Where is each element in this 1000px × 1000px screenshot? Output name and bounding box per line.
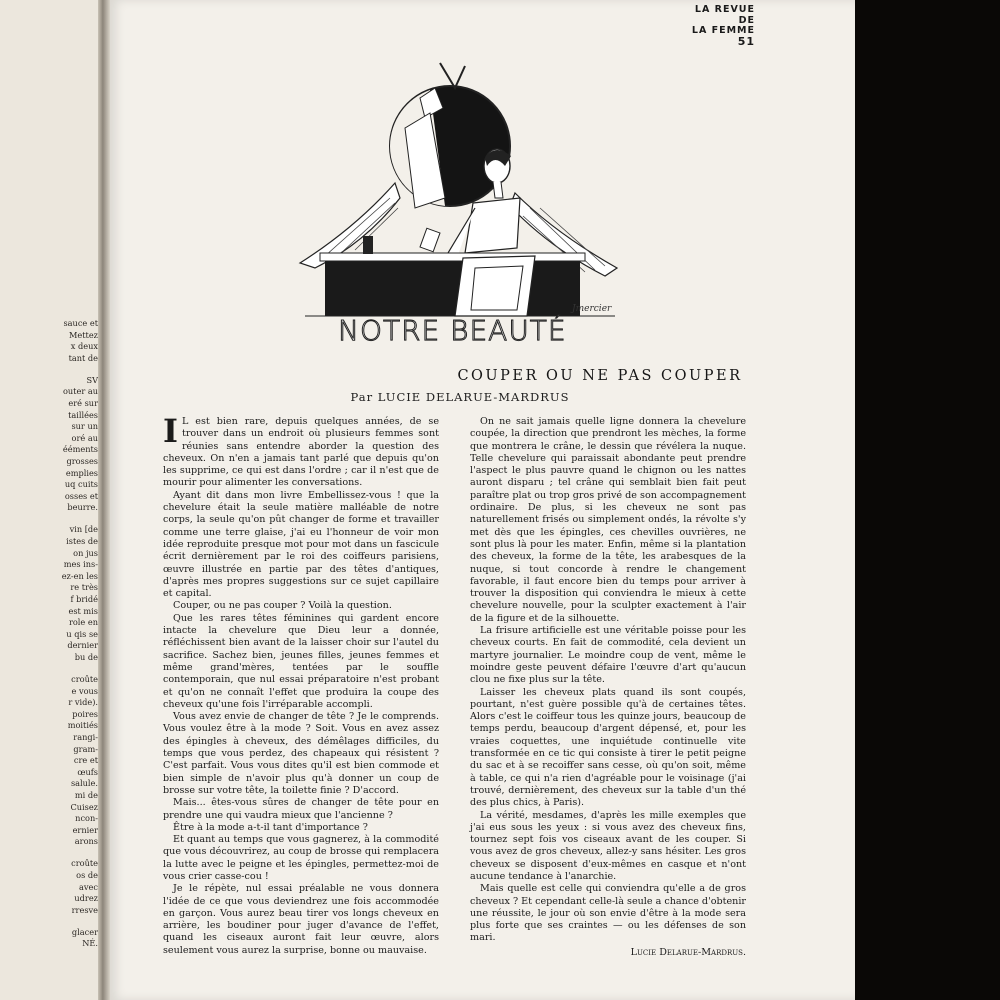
left-page-snippet: istes de <box>66 536 98 546</box>
illustration-title: NOTRE BEAUTÉ <box>338 314 567 347</box>
article-column-1 <box>163 412 439 957</box>
left-page-snippet: SV <box>86 374 98 385</box>
left-page-snippet: mi de <box>74 790 98 800</box>
paragraph: Ayant dit dans mon livre Embellissez-vous ! que la chevelure était la seule matière malléable de notre corps, la seule qu'on pût changer de forme et travailler comme une terre glaise, j'ai eu l'honneur de voir mon idée reproduite presque mot pour mot dans un fascicule écrit dernièrement par le roi des coiffeurs parisiens, œuvre illustrée en partie par des têtes d'antiques, d'après mes propres suggestions sur ce sujet capillaire et capital. <box>163 489 439 600</box>
paragraph: La vérité, mesdames, d'après les mille exemples que j'ai eus sous les yeux : si vous avez des cheveux fins, tournez sept fois vos ciseaux avant de les couper. Si vous avez de gros cheveux, allez-y sans hésiter. Les gros cheveux se disposent d'eux-mêmes en casque et n'ont aucune tendance à l'anarchie. <box>470 809 746 882</box>
left-page-snippet: croûte <box>71 674 98 684</box>
dressing-table <box>325 258 580 316</box>
left-page-snippet: croûte <box>71 858 98 869</box>
left-page-snippet: vin [de <box>69 524 98 535</box>
left-page-snippet: glacer <box>71 926 98 937</box>
left-page-snippet: moitiés <box>67 720 98 731</box>
left-page-snippet: Mettez <box>69 329 98 340</box>
left-page-snippet: rangi- <box>73 732 98 742</box>
paragraph: On ne sait jamais quelle ligne donnera la chevelure coupée, la direction que prendront les mèches, la forme que montrera le crâne, le dessin que révélera la nuque. Telle chevelure qui paraissait abondante peut prendre l'aspect le plus pauvre quand le chignon ou les nattes auront disparu ; tel crâne qui semblait bien fait peut paraître plat ou trop gros privé de son accompagnement ordinaire. De plus, si les cheveux ne sont pas naturellement frisés ou simplement ondés, la révolte s'y met dès que les épingles, ces chevilles ouvrières, ne sont plus là pour les mater. Enfin, même si la plantation des cheveux, la forme de la tête, les arabesques de la nuque, si tout concorde à rendre le changement favorable, il faut encore bien du temps pour arriver à trouver la disposition qui conviendra le mieux à cette chevelure nouvelle, pour la sculpter exactement à l'air de la figure et de la silhouette. <box>470 416 746 624</box>
left-page-snippet: Cuisez <box>70 801 98 812</box>
header-line1: LA REVUE <box>694 4 755 15</box>
paragraph: Je le répète, nul essai préalable ne vous donnera l'idée de ce que vous deviendrez une fois accommodée en garçon. Vous aurez beau tirer vos longs cheveux en arrière, les boudiner pour juger d'avance de l'effet, quand les ciseaux auront fait leur œuvre, alors seulement vous aurez la surprise, bonne ou mauvaise. <box>163 883 439 956</box>
left-page-snippet: grosses <box>66 456 98 466</box>
left-page-snippet: mes ins- <box>63 559 98 570</box>
woman-neck <box>493 182 503 198</box>
left-page-snippet: gram- <box>73 743 98 754</box>
left-page-snippet: avec <box>79 881 98 892</box>
left-page-snippet: bu de <box>74 652 98 662</box>
author-signature: Lucie Delarue-Mardrus. <box>630 946 746 958</box>
left-page-snippet: sauce et <box>63 318 98 328</box>
left-page-snippet: oré au <box>71 432 98 443</box>
left-page-snippet: NÉ. <box>82 938 98 949</box>
left-page-snippet: f bridé <box>70 594 98 604</box>
left-page-snippet: outer au <box>62 386 98 397</box>
left-page-snippet: taillées <box>68 409 98 420</box>
left-page-snippet: eré sur <box>68 398 98 408</box>
header-line2: DE <box>738 14 755 26</box>
left-page-snippet: r vide). <box>68 697 98 708</box>
woman-body <box>465 198 520 253</box>
left-page-snippet: role en <box>68 617 98 628</box>
left-page-snippet: ernier <box>72 824 98 835</box>
paragraph: Être à la mode a-t-il tant d'importance ? <box>173 821 368 833</box>
paragraph: Mais quelle est celle qui conviendra qu'elle a de gros cheveux ? Et cependant celle-là seule a chance d'obtenir une réussite, le jour où son envie d'être à la mode sera plus forte que ses craintes — ou les défenses de son mari. <box>470 883 746 944</box>
left-page-snippet: ééments <box>62 444 98 455</box>
paragraph: Laisser les cheveux plats quand ils sont coupés, pourtant, n'est guère possible qu'à de certaines têtes. Alors c'est le coiffeur tous les quinze jours, beaucoup de temps perdu, beaucoup d'argent dépensé, et, pour les vraies coquettes, une inquiétude continuelle vite transformée en ce tic qui consiste à tirer le petit peigne du sac et à se recoiffer sans cesse, où qu'on soit, même à table, ce qui n'a rien d'agréable pour le voisinage (j'ai trouvé, dernièrement, des cheveux sur la table d'un thé des plus chics, à Paris). <box>470 686 746 809</box>
left-page-snippet: salule. <box>70 778 98 789</box>
chair-back <box>455 256 535 316</box>
left-page-snippet: tant de <box>68 352 98 363</box>
page-number: 51 <box>737 34 755 48</box>
drop-cap: I <box>163 412 178 450</box>
perfume-bottle <box>363 236 373 254</box>
left-page-snippet: ez-en les <box>61 570 98 581</box>
left-page-snippet: beurre. <box>67 502 98 513</box>
left-page-snippet: on jus <box>73 547 98 558</box>
left-page <box>0 0 100 1000</box>
paragraph: Que les rares têtes féminines qui gardent encore intacte la chevelure que Dieu leur a donnée, réfléchissent bien avant de la laisser choir sur l'autel du sacrifice. Sachez bien, jeunes filles, jeunes femmes et même grand'mères, tentées par le souffle contemporain, que nul essai préparatoire n'est probant et qu'on ne connaît l'effet que produira la coupe des cheveux qu'une fois l'irréparable accompli. <box>163 612 439 710</box>
article-title: COUPER OU NE PAS COUPER <box>457 368 743 384</box>
paragraph-text: L est bien rare, depuis quelques années, de se trouver dans un endroit où plusieurs femmes sont réunies sans entendre aborder la question des cheveux. On n'en a jamais tant parlé que depuis qu'on les supprime, ce qui est dans l'ordre ; car il n'est que de mourir pour alimenter les conversations. <box>163 416 439 489</box>
paragraph: Et quant au temps que vous gagnerez, à la commodité que vous découvrirez, au coup de brosse qui remplacera la lutte avec le peigne et les épingles, permettez-moi de vous crier casse-cou ! <box>163 834 439 882</box>
left-page-snippet: osses et <box>64 490 98 501</box>
left-page-snippet: dernier <box>67 640 98 651</box>
page-fold <box>98 0 110 1000</box>
article-byline: Par LUCIE DELARUE-MARDRUS <box>350 390 570 404</box>
left-page-snippet: œufs <box>77 766 98 777</box>
left-page-snippet: emplies <box>65 467 98 478</box>
left-page-snippet: e vous <box>71 685 98 696</box>
paragraph: La frisure artificielle est une véritable poisse pour les cheveux courts. En fait de commodité, cela devient un martyre journalier. Le moindre coup de vent, même le moindre geste peuvent défaire l'œuvre d'art qu'aucun clou ne fixe plus sur la tête. <box>470 625 746 686</box>
left-page-snippet: arons <box>74 836 98 847</box>
left-page-snippet: udrez <box>74 893 98 904</box>
left-page-snippet: os de <box>76 870 98 880</box>
left-page-snippet: uq cuits <box>64 479 98 490</box>
paragraph: Mais... êtes-vous sûres de changer de tête pour en prendre une qui vaudra mieux que l'ancienne ? <box>163 797 439 821</box>
paragraph <box>163 412 439 490</box>
artist-signature: Jmercier <box>572 304 612 314</box>
left-page-snippet: sur un <box>71 421 98 432</box>
left-page-snippet: poires <box>72 708 98 719</box>
mirror-ribbon <box>440 63 465 88</box>
left-page-snippet: cre et <box>73 755 98 766</box>
article-column-2 <box>470 416 746 959</box>
left-page-snippet: re très <box>70 582 98 593</box>
paragraph: Couper, ou ne pas couper ? Voilà la question. <box>173 600 392 612</box>
left-page-snippet: est mis <box>68 605 98 616</box>
perfume-bottle-2 <box>420 228 440 252</box>
left-page-snippet: ncon- <box>75 813 98 824</box>
running-header <box>692 5 755 47</box>
table-top <box>320 253 585 261</box>
paragraph: Vous avez envie de changer de tête ? Je le comprends. Vous voulez être à la mode ? Soit. Vous en avez assez des épingles à cheveux, des démêlages difficiles, du temps que vous perdez, des chapeaux qui résistent ? C'est parfait. Vous vous dites qu'il est bien commode et bien simple de n'avoir plus qu'à donner un coup de brosse sur votre tête, la toilette finie ? D'accord. <box>163 711 439 796</box>
left-page-snippet: x deux <box>70 341 98 352</box>
header-line3: LA FEMME <box>691 25 755 36</box>
left-page-snippet: rresve <box>71 904 98 915</box>
left-page-snippet: u qis se <box>66 628 98 639</box>
